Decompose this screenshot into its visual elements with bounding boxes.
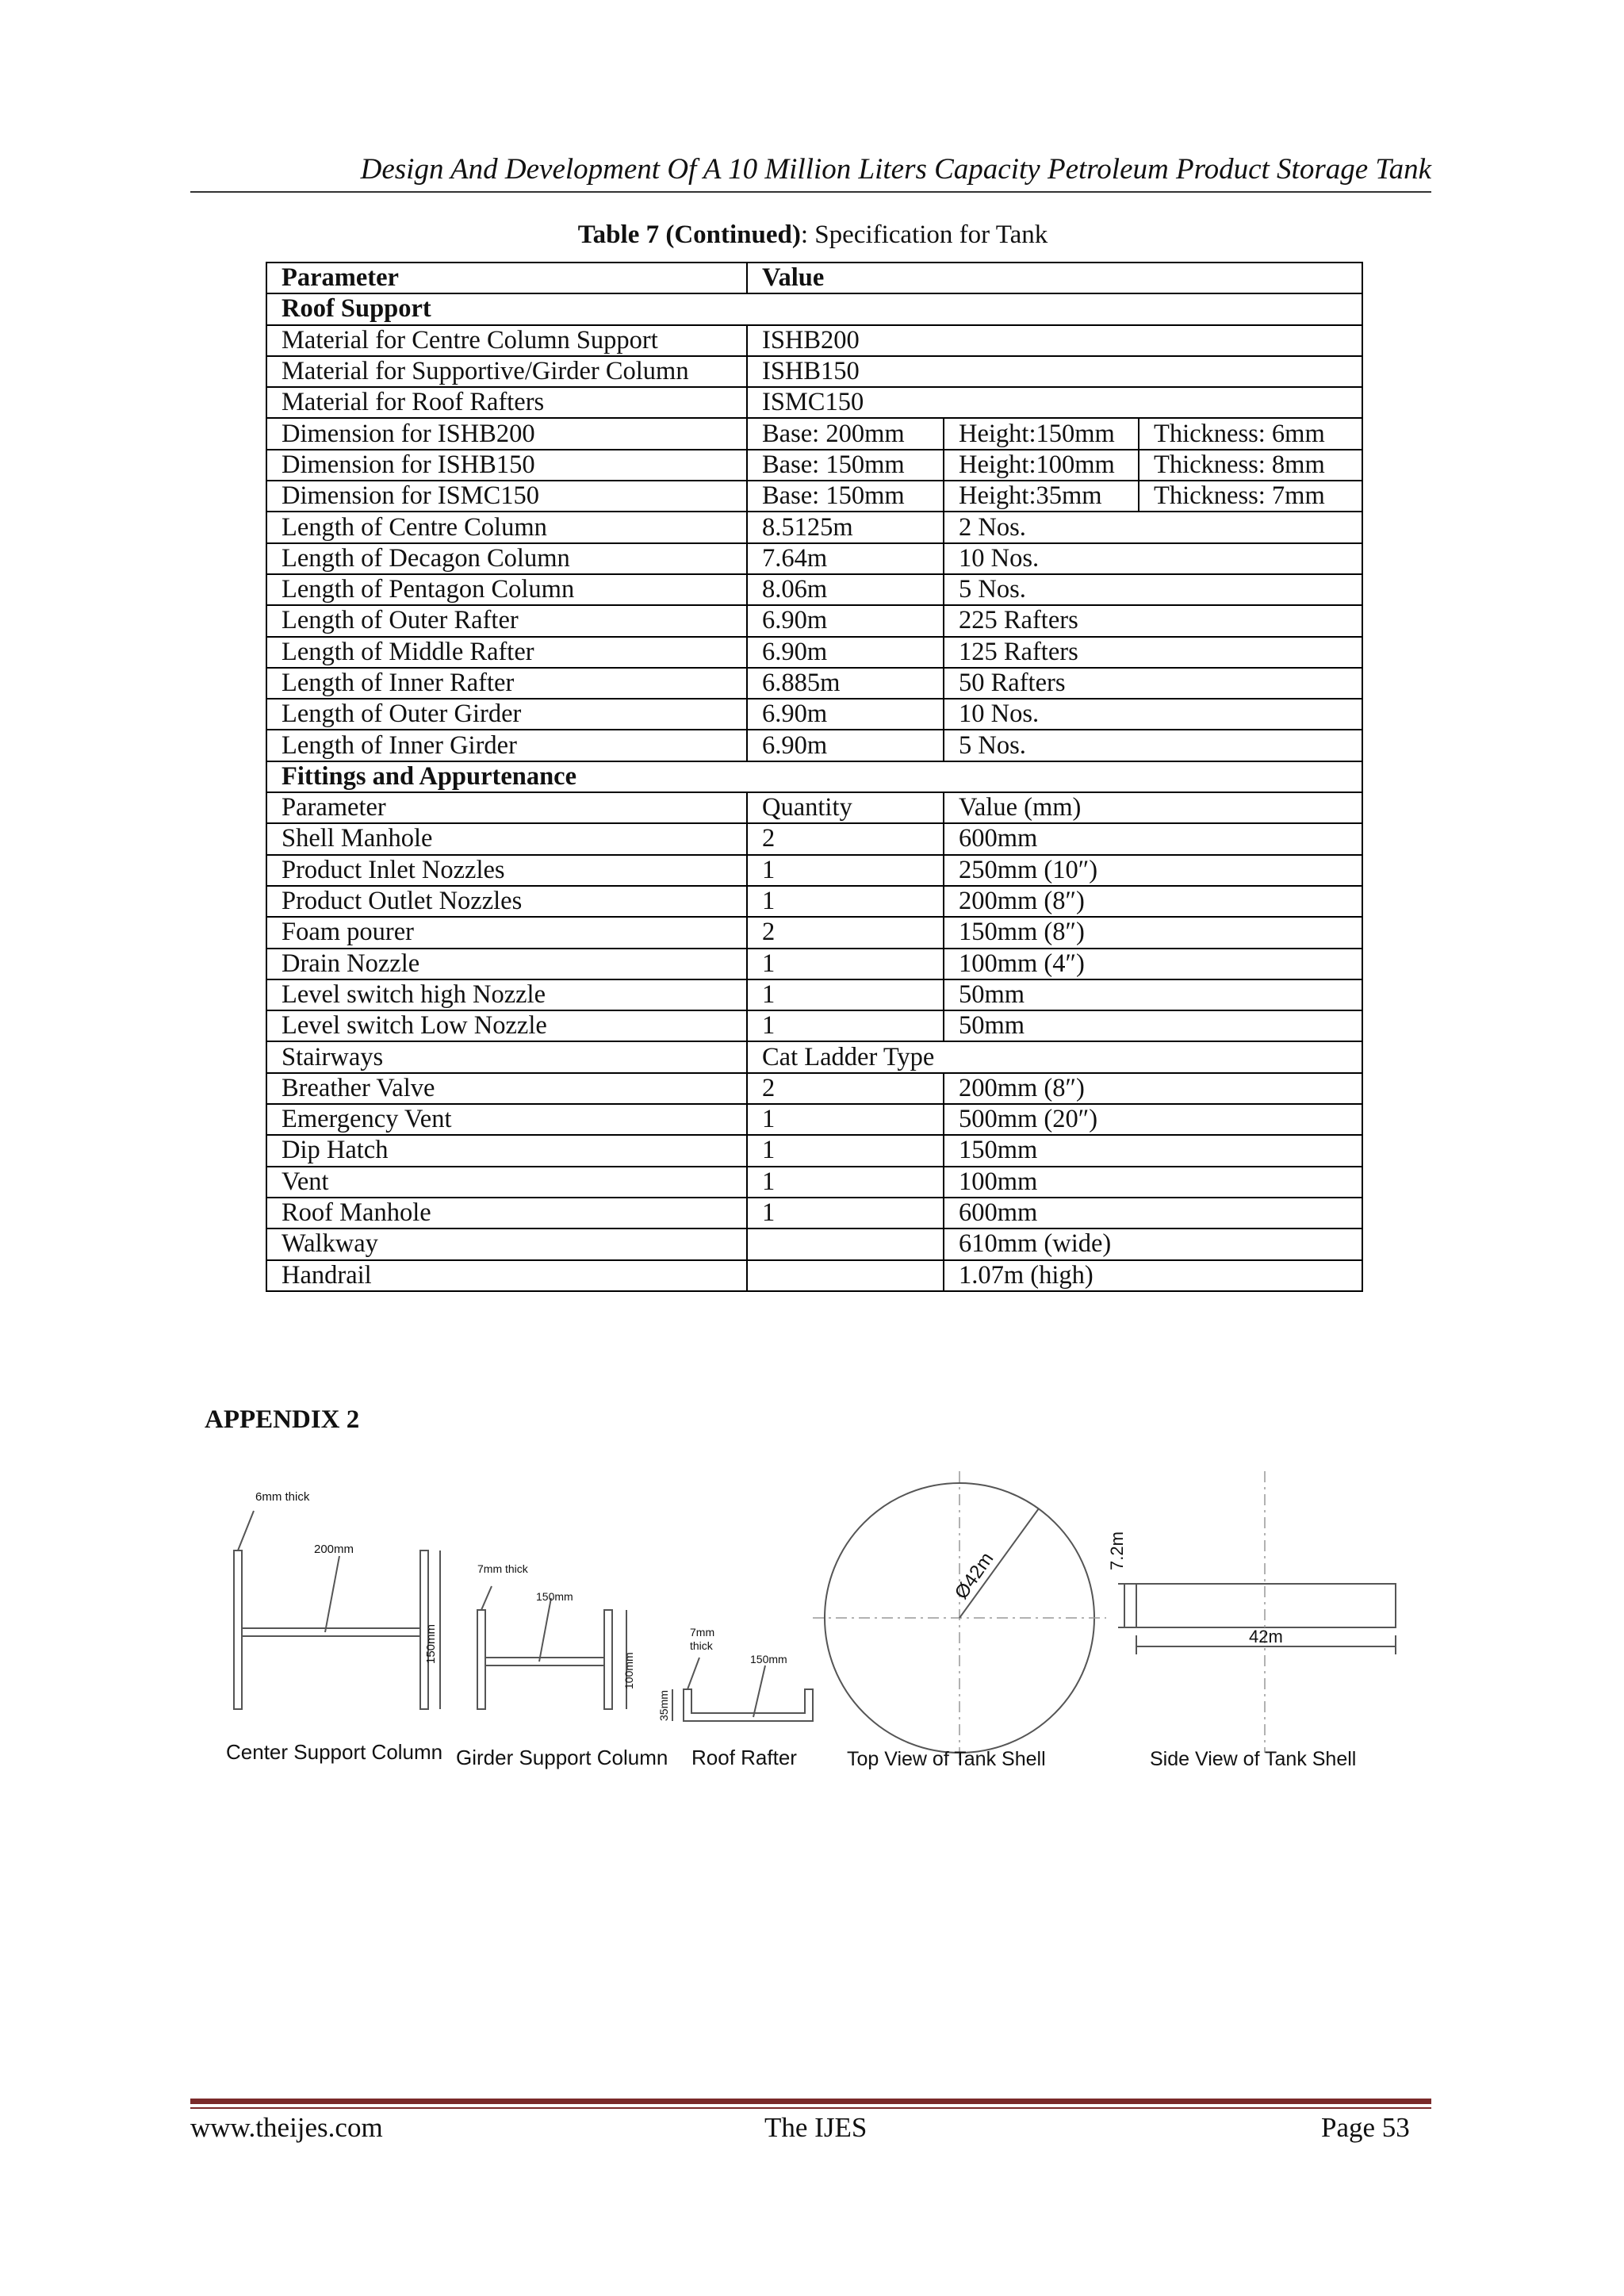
- roof-rafter-base-label: 150mm: [750, 1653, 787, 1665]
- running-header: Design And Development Of A 10 Million Liters Capacity Petroleum Product Storage Tank: [360, 153, 1431, 186]
- table-cell: Stairways: [266, 1041, 747, 1072]
- table-cell: 2: [747, 1073, 944, 1104]
- table-cell: 1: [747, 1167, 944, 1198]
- table-cell: Dimension for ISMC150: [266, 481, 747, 512]
- table-cell: Base: 150mm: [747, 481, 944, 512]
- table-row: [266, 1260, 1362, 1291]
- table-row: [266, 1167, 1362, 1198]
- table-cell: Parameter: [266, 792, 747, 823]
- table-cell: Dip Hatch: [266, 1135, 747, 1166]
- table-row: [266, 917, 1362, 948]
- table-cell: Level switch Low Nozzle: [266, 1010, 747, 1041]
- table-cell: 150mm (8″): [944, 917, 1362, 948]
- table-cell: 200mm (8″): [944, 1073, 1362, 1104]
- table-row: [266, 1010, 1362, 1041]
- table-cell: Emergency Vent: [266, 1104, 747, 1135]
- table-cell: 1: [747, 886, 944, 917]
- table-cell: 600mm: [944, 1198, 1362, 1228]
- table-cell: Length of Centre Column: [266, 512, 747, 542]
- table-cell: Breather Valve: [266, 1073, 747, 1104]
- table-cell: 10 Nos.: [944, 543, 1362, 574]
- table-cell: 1: [747, 1198, 944, 1228]
- appendix-title: APPENDIX 2: [205, 1405, 360, 1434]
- table-caption-text: : Specification for Tank: [800, 220, 1048, 249]
- table-cell: Product Inlet Nozzles: [266, 855, 747, 886]
- table-cell: Handrail: [266, 1260, 747, 1291]
- center-column-base-label: 200mm: [314, 1543, 354, 1556]
- footer-journal: The IJES: [764, 2112, 868, 2143]
- table-cell: Drain Nozzle: [266, 949, 747, 979]
- table-cell: 6.90m: [747, 699, 944, 730]
- table-cell: 1: [747, 1104, 944, 1135]
- table-cell: Length of Outer Rafter: [266, 605, 747, 636]
- roof-rafter-thickness-line2: thick: [690, 1639, 713, 1652]
- table-cell: ISHB150: [747, 356, 1362, 387]
- table-cell: Thickness: 8mm: [1139, 450, 1362, 481]
- footer-rule-thin: [190, 2107, 1431, 2109]
- table-cell: Dimension for ISHB150: [266, 450, 747, 481]
- table-row: [266, 356, 1362, 387]
- table-row: [266, 325, 1362, 356]
- table-caption-label: Table 7 (Continued): [577, 220, 801, 249]
- center-column-caption: Center Support Column: [226, 1740, 443, 1764]
- side-view-tank-shell-drawing: [1118, 1471, 1396, 1753]
- top-view-caption: Top View of Tank Shell: [847, 1748, 1046, 1770]
- table-row: [266, 512, 1362, 542]
- table-cell: Shell Manhole: [266, 823, 747, 854]
- footer-page-number: Page 53: [1321, 2112, 1410, 2143]
- table-row: [266, 1041, 1362, 1072]
- table-cell: 2: [747, 917, 944, 948]
- appendix-drawings: [198, 1459, 1435, 1792]
- table-cell: 50 Rafters: [944, 668, 1362, 699]
- side-view-height-label: 7.2m: [1107, 1531, 1127, 1570]
- table-cell: Length of Pentagon Column: [266, 574, 747, 605]
- table-cell: Height:150mm: [944, 418, 1139, 449]
- table-cell: 225 Rafters: [944, 605, 1362, 636]
- table-row: [266, 823, 1362, 854]
- table-cell: 125 Rafters: [944, 637, 1362, 668]
- center-column-thickness-label: 6mm thick: [255, 1490, 310, 1504]
- table-cell: 1: [747, 979, 944, 1010]
- table-cell: 2 Nos.: [944, 512, 1362, 542]
- table-cell: 50mm: [944, 1010, 1362, 1041]
- table-cell: Value (mm): [944, 792, 1362, 823]
- table-cell: Length of Decagon Column: [266, 543, 747, 574]
- table-row: [266, 605, 1362, 636]
- table-row: [266, 1073, 1362, 1104]
- center-column-height-label: 150mm: [424, 1623, 438, 1664]
- table-header-row: [266, 263, 1362, 293]
- table-cell: 7.64m: [747, 543, 944, 574]
- table-cell: Length of Outer Girder: [266, 699, 747, 730]
- table-cell: Thickness: 7mm: [1139, 481, 1362, 512]
- table-row: [266, 1135, 1362, 1166]
- table-cell: Walkway: [266, 1228, 747, 1259]
- table-row: [266, 855, 1362, 886]
- roof-rafter-caption: Roof Rafter: [691, 1746, 797, 1769]
- table-cell: 500mm (20″): [944, 1104, 1362, 1135]
- table-cell: Level switch high Nozzle: [266, 979, 747, 1010]
- table-row: [266, 543, 1362, 574]
- top-view-tank-shell-drawing: [813, 1471, 1106, 1765]
- table-cell: 100mm (4″): [944, 949, 1362, 979]
- table-cell: 250mm (10″): [944, 855, 1362, 886]
- table-cell: Cat Ladder Type: [747, 1041, 1362, 1072]
- table-cell: 600mm: [944, 823, 1362, 854]
- table-cell: Thickness: 6mm: [1139, 418, 1362, 449]
- girder-column-base-label: 150mm: [536, 1590, 573, 1603]
- table-row: [266, 481, 1362, 512]
- section-row: [266, 761, 1362, 792]
- roof-rafter-thickness-line1: 7mm: [690, 1626, 715, 1639]
- top-view-diameter-label: Ø42m: [950, 1548, 998, 1604]
- table-cell: 200mm (8″): [944, 886, 1362, 917]
- table-cell: ISHB200: [747, 325, 1362, 356]
- table-cell: 6.885m: [747, 668, 944, 699]
- table-cell: 8.06m: [747, 574, 944, 605]
- table-row: [266, 574, 1362, 605]
- table-cell: Roof Manhole: [266, 1198, 747, 1228]
- table-cell: 6.90m: [747, 730, 944, 761]
- table-subheader-row: [266, 792, 1362, 823]
- table-cell: Length of Inner Girder: [266, 730, 747, 761]
- table-cell: [747, 1228, 944, 1259]
- header-rule: [190, 191, 1431, 193]
- girder-column-caption: Girder Support Column: [456, 1746, 668, 1769]
- footer-rule: [190, 2099, 1431, 2104]
- table-cell: 5 Nos.: [944, 730, 1362, 761]
- table-cell: Length of Middle Rafter: [266, 637, 747, 668]
- table-cell: 10 Nos.: [944, 699, 1362, 730]
- table-cell: Foam pourer: [266, 917, 747, 948]
- table-row: [266, 450, 1362, 481]
- table-cell: 8.5125m: [747, 512, 944, 542]
- table-row: [266, 1228, 1362, 1259]
- table-cell: 100mm: [944, 1167, 1362, 1198]
- table-cell: Vent: [266, 1167, 747, 1198]
- table-cell: Length of Inner Rafter: [266, 668, 747, 699]
- girder-column-height-label: 100mm: [622, 1652, 635, 1689]
- roof-rafter-height-label: 35mm: [657, 1690, 670, 1721]
- table-cell: 50mm: [944, 979, 1362, 1010]
- table-row: [266, 949, 1362, 979]
- table-cell: 1.07m (high): [944, 1260, 1362, 1291]
- section-row: [266, 293, 1362, 324]
- table-row: [266, 418, 1362, 449]
- specification-table: [266, 262, 1363, 1292]
- table-cell: Height:100mm: [944, 450, 1139, 481]
- section-title-cell: Fittings and Appurtenance: [266, 761, 1362, 792]
- table-cell: Base: 150mm: [747, 450, 944, 481]
- table-cell: 610mm (wide): [944, 1228, 1362, 1259]
- table-cell: 6.90m: [747, 605, 944, 636]
- table-cell: 2: [747, 823, 944, 854]
- table-row: [266, 1104, 1362, 1135]
- table-row: [266, 668, 1362, 699]
- center-support-column-drawing: [234, 1511, 440, 1709]
- table-row: [266, 387, 1362, 418]
- table-row: [266, 979, 1362, 1010]
- section-title-cell: Roof Support: [266, 293, 1362, 324]
- table-cell: Quantity: [747, 792, 944, 823]
- table-cell: Base: 200mm: [747, 418, 944, 449]
- table-caption: [266, 220, 1360, 250]
- table-row: [266, 730, 1362, 761]
- table-cell: Height:35mm: [944, 481, 1139, 512]
- table-cell: [747, 1260, 944, 1291]
- table-cell: 1: [747, 855, 944, 886]
- girder-support-column-drawing: [477, 1586, 626, 1709]
- table-cell: Product Outlet Nozzles: [266, 886, 747, 917]
- table-cell: 1: [747, 1010, 944, 1041]
- table-cell: ISMC150: [747, 387, 1362, 418]
- side-view-width-label: 42m: [1249, 1627, 1283, 1646]
- table-cell: 1: [747, 1135, 944, 1166]
- table-row: [266, 699, 1362, 730]
- table-cell: Material for Centre Column Support: [266, 325, 747, 356]
- table-cell: 1: [747, 949, 944, 979]
- table-cell: 6.90m: [747, 637, 944, 668]
- footer-website: www.theijes.com: [190, 2112, 383, 2143]
- table-cell: Dimension for ISHB200: [266, 418, 747, 449]
- table-cell: Material for Roof Rafters: [266, 387, 747, 418]
- table-cell: 150mm: [944, 1135, 1362, 1166]
- table-cell: 5 Nos.: [944, 574, 1362, 605]
- table-row: [266, 1198, 1362, 1228]
- table-row: [266, 886, 1362, 917]
- table-row: [266, 637, 1362, 668]
- table-header-cell: Parameter: [266, 263, 747, 293]
- girder-column-thickness-label: 7mm thick: [477, 1562, 528, 1575]
- roof-rafter-drawing: [672, 1658, 813, 1721]
- side-view-caption: Side View of Tank Shell: [1150, 1748, 1357, 1770]
- table-cell: Material for Supportive/Girder Column: [266, 356, 747, 387]
- table-header-cell: Value: [747, 263, 1362, 293]
